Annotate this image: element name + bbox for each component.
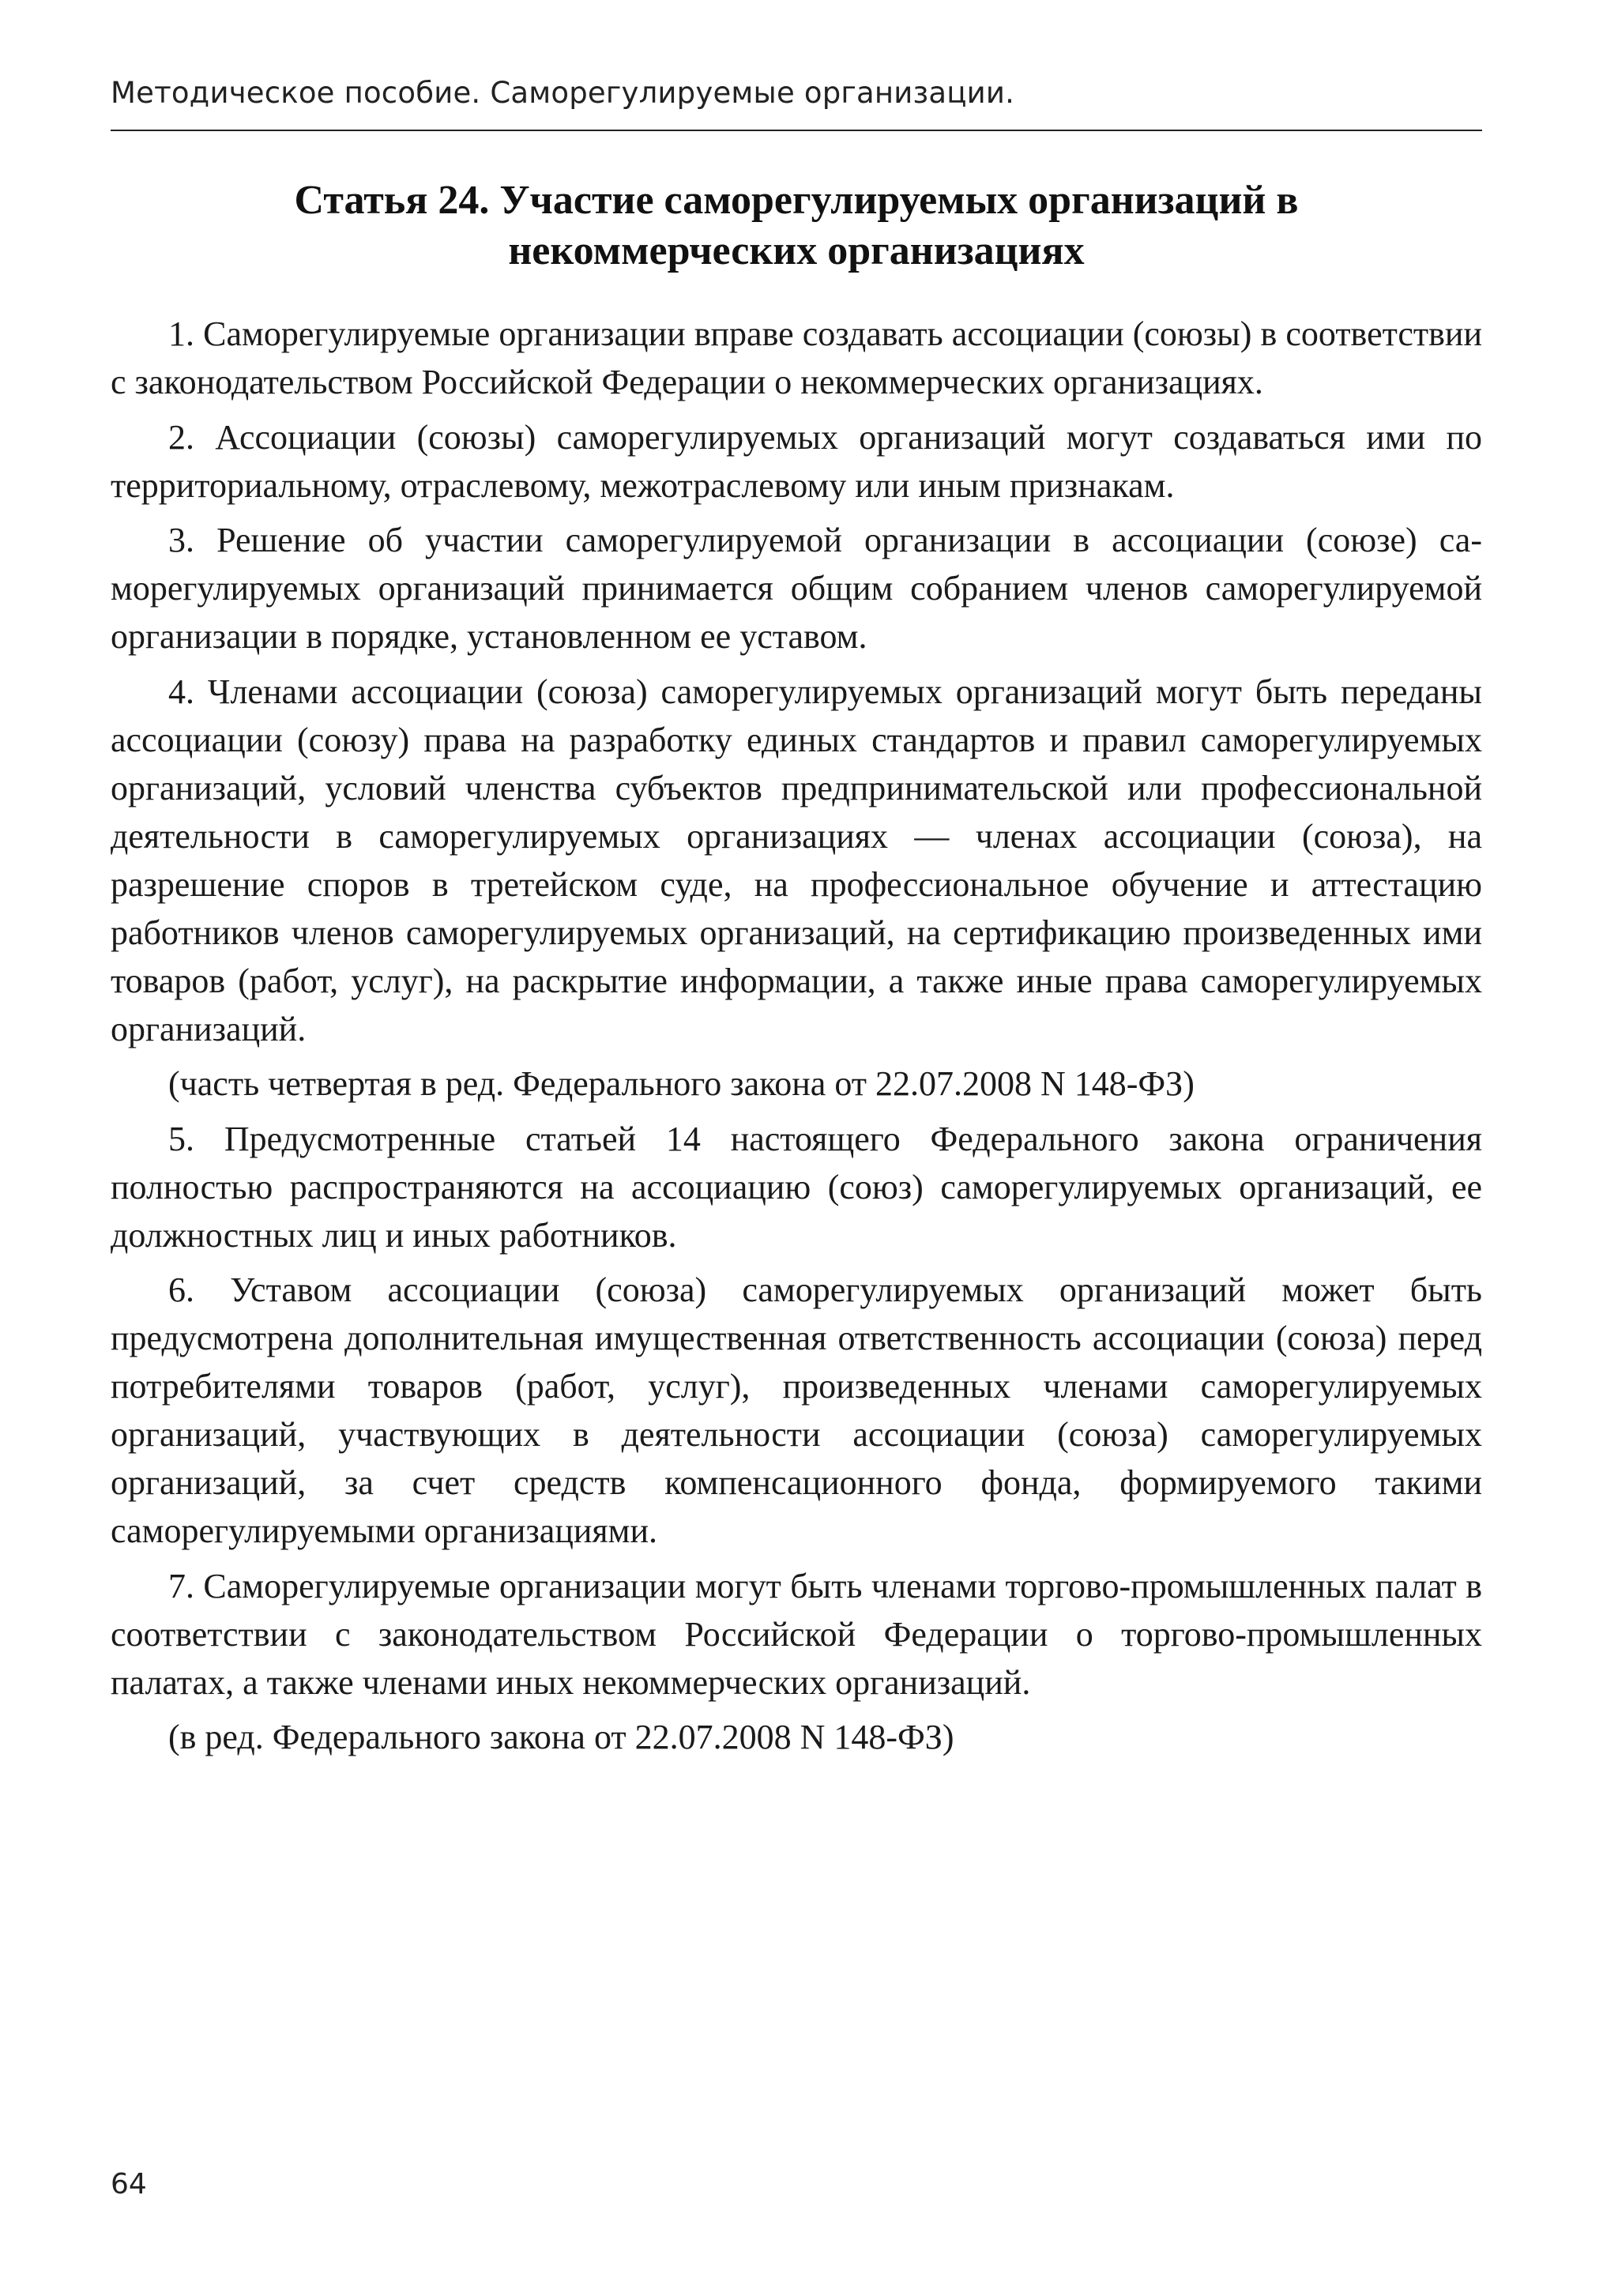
amendment-note-2: (в ред. Федерального закона от 22.07.2008 N 148-ФЗ) <box>168 1718 954 1756</box>
page-number: 64 <box>111 2168 147 2200</box>
paragraph-5: 5. Предусмотренные статьей 14 настоящего Федерального закона ограничения полностью распространяются на ассоциацию (союз) саморегулируемых организаций, ее должностных лиц и иных работников. <box>111 1119 1482 1255</box>
article-body <box>111 310 1482 1768</box>
paragraph-7: 7. Саморегулируемые организации могут быть членами торгово-промышленных палат в соответствии с законодательством Российской Федерации о торгово-промышленных палатах, а также членами иных некоммерческих организаций. <box>111 1566 1482 1702</box>
paragraph-3: 3. Решение об участии саморегулируемой организации в ассоциации (союзе) саморегулируемых организаций принимается общим собранием членов саморегулируемой организации в порядке, установленном ее уставом. <box>111 521 1482 656</box>
paragraph-6: 6. Уставом ассоциации (союза) саморегулируемых организаций может быть предусмотрена дополнительная имущественная ответственность ассоциации (союза) перед потребителями товаров (работ, услуг), произведенных членами саморегулируемых организаций, участвующих в деятельности ассоциации (союза) саморегулируемых организаций, за счет средств компенсационного фонда, формируемого такими саморегулируемыми организациями. <box>111 1270 1482 1550</box>
header-divider <box>111 130 1482 131</box>
amendment-note-1: (часть четвертая в ред. Федерального закона от 22.07.2008 N 148-ФЗ) <box>168 1064 1195 1103</box>
paragraph-4: 4. Членами ассоциации (союза) саморегулируемых организаций могут быть переданы ассоциации (союзу) права на разработку единых стандартов и правил саморегулируемых организаций, условий членства субъектов предпринимательской или профессиональной деятельности в саморегулируемых организациях — членах ассоциации (союза), на разрешение споров в третейском суде, на профессиональное обучение и аттестацию работников членов саморегулируемых организаций, на сертификацию произведенных ими товаров (работ, услуг), на раскрытие информации, а также иные права саморегулируемых организаций. <box>111 672 1482 1048</box>
running-header: Методическое пособие. Саморегулируемые организации. <box>111 76 1015 110</box>
article-title-line-2: некоммерческих организациях <box>508 228 1085 273</box>
article-title-line-1: Статья 24. Участие саморегулируемых организаций в <box>294 178 1299 223</box>
paragraph-2: 2. Ассоциации (союзы) саморегулируемых организаций могут создаваться ими по территориальному, отраслевому, межотраслевому или иным признакам. <box>111 417 1482 505</box>
paragraph-1: 1. Саморегулируемые организации вправе создавать ассоциации (союзы) в соответствии с законодательством Российской Федерации о некоммерческих организациях. <box>111 314 1482 401</box>
article-title <box>111 175 1482 277</box>
